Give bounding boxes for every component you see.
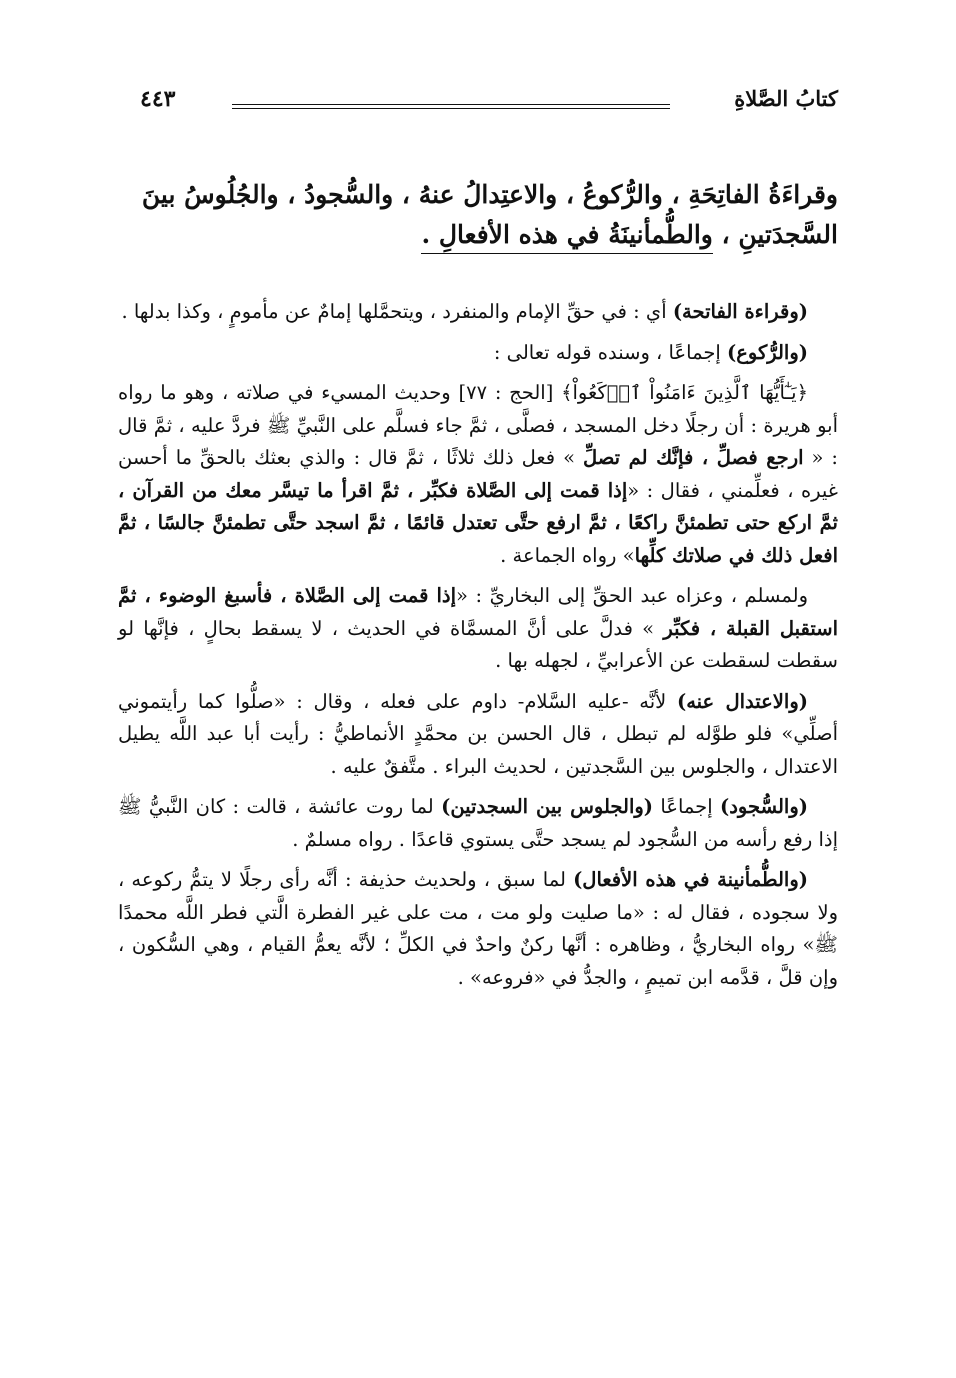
paragraph — [118, 296, 838, 329]
paragraph-text: إجماعًا — [653, 795, 721, 818]
header-rule — [232, 104, 670, 109]
paragraph — [118, 377, 838, 572]
paragraph-text: ولمسلم ، وعزاه عبد الحقِّ إلى البخاريِّ : « — [456, 584, 808, 607]
quran-verse: ﴿يَـٰٓأَيُّهَا ٱلَّذِينَ ءَامَنُواْ ٱرۡكَعُواْ﴾ — [561, 381, 808, 404]
paragraph-text: لأنَّه -عليه السَّلام- داوم على فعله ، وقال : «صلُّوا كما رأيتموني أصلِّي» فلو طوَّله لم تبطل ، قال الحسن بن محمَّدٍ الأنماطيُّ : رأيت أبا عبد اللَّه يطيل الاعتدال ، والجلوس بين السَّجدتين ، لحديث البراء . متَّفقٌ عليه . — [118, 689, 838, 778]
paragraph — [118, 864, 838, 994]
paragraph — [118, 580, 838, 678]
running-title: كتابُ الصَّلاةِ — [734, 86, 838, 111]
paragraph-text: » رواه الجماعة . — [500, 543, 635, 567]
paragraph-text: إجماعًا ، وسنده قوله تعالى : — [493, 340, 728, 364]
bold-heading: (والجلوس بين السجدتين) — [441, 795, 654, 818]
paragraph-text: » فدلَّ على أنَّ المسمَّاة في الحديث ، لا يسقط بحالٍ ، فإنَّها لو سقطت لسقطت عن الأعرابيِّ ، لجهله بها . — [118, 616, 838, 672]
paragraph-text: لما روت عائشة ، قالت : كان النَّبيُّ ﷺ إذا رفع رأسه من السُّجود لم يسجد حتَّى يستوي قاعدًا . رواه مسلمٌ . — [118, 795, 838, 851]
paragraph — [118, 337, 838, 370]
matn-underlined-segment: والطُّمأنينَةُ في هذه الأفعالِ . — [421, 220, 712, 254]
matn-text — [118, 175, 838, 255]
matn-segment: السَّجدَتينِ ، — [712, 220, 838, 249]
bold-heading: (والسُّجود) — [720, 795, 808, 818]
bold-heading: (وقراءة الفاتحة) — [672, 300, 808, 323]
page-number: ٤٤٣ — [140, 86, 176, 112]
commentary-text — [118, 296, 838, 1002]
matn-line: وقراءَةُ الفاتِحَةِ ، والرُّكوعُ ، والاعتِدالُ عنهُ ، والسُّجودُ ، والجُلُوسُ بينَ — [141, 180, 838, 209]
bold-heading: (والطُّمأنينة في هذه الأفعال) — [573, 868, 808, 891]
paragraph — [118, 686, 838, 784]
paragraph — [118, 791, 838, 856]
page-header — [140, 86, 838, 126]
paragraph-text: » فعل ذلك ثلاثًا ، ثمَّ قال : والذي بعثك بالحقِّ ما أحسن غيره ، فعلِّمني ، فقال : « — [118, 446, 838, 502]
hadith-bold: إذا قمت إلى الصَّلاة ، فأسبغ الوضوء ، ثمَّ استقبل القبلة ، فكبِّر — [118, 584, 838, 640]
hadith-bold: ارجع فصلِّ ، فإنَّك لم تصلِّ — [583, 446, 804, 469]
bold-heading: (والرُّكوع) — [727, 340, 808, 364]
matn-line — [118, 215, 838, 255]
paragraph-text: أي : في حقِّ الإمام والمنفرد ، ويتحمَّلها إمامٌ عن مأمومٍ ، وكذا بدلها . — [121, 300, 673, 323]
bold-heading: (والاعتدال عنه) — [676, 689, 808, 713]
hadith-bold: إذا قمت إلى الصَّلاة فكبِّر ، ثمَّ اقرأ ما تيسَّر معك من القرآن ، ثمَّ اركع حتى تطمئنَّ راكعًا ، ثمَّ ارفع حتَّى تعتدل قائمًا ، ثمَّ اسجد حتَّى تطمئنَّ جالسًا ، ثمَّ افعل ذلك في صلاتك كلِّها — [118, 478, 838, 567]
paragraph-text: لما سبق ، ولحديث حذيفة : أنَّه رأى رجلًا لا يتمُّ ركوعه ، ولا سجوده ، فقال له : «ما صليت ولو مت ، مت على غير الفطرة الَّتي فطر اللَّه محمدًا ﷺ» رواه البخاريُّ ، وظاهره : أنَّها ركنٌ واحدٌ في الكلِّ ؛ لأنَّه يعمُّ القيام ، وهي السُّكون ، وإن قلَّ ، قدَّمه ابن تميمٍ ، والجدُّ في «فروعه» . — [118, 868, 838, 989]
paragraph-text: [الحج : ٧٧] وحديث المسيء في صلاته ، وهو ما رواه أبو هريرة : أن رجلًا دخل المسجد ، فصلَّى ، ثمَّ جاء فسلَّم على النَّبيِّ ﷺ فردَّ عليه ، ثمَّ قال : « — [118, 381, 838, 469]
